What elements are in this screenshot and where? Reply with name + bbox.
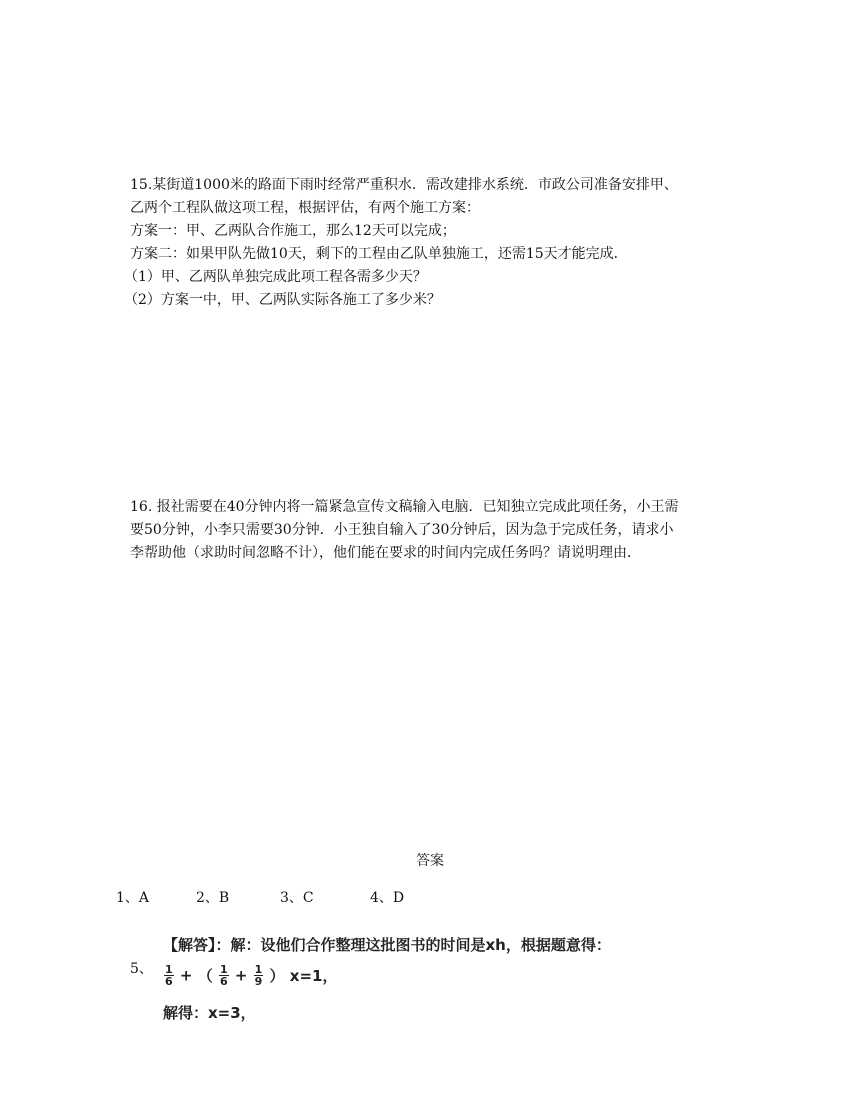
answer-5-number: 5、 [130,961,153,977]
solution-line-3: 解得：x=3， [163,1004,256,1022]
answer-4: 4、D [370,890,405,906]
eq-rest: ） x=1， [269,967,338,985]
answer-3: 3、C [280,890,314,906]
q15-line-4: 方案二：如果甲队先做10天，剩下的工程由乙队单独施工，还需15天才能完成． [130,246,628,262]
solution-equation [163,964,337,987]
q15-line-1: 15.某街道1000米的路面下雨时经常严重积水．需改建排水系统．市政公司准备安排甲、 [130,177,678,193]
fraction-one-sixth-2: $\frac{1}{6}$ [219,963,228,988]
q15-line-6: （2）方案一中，甲、乙两队实际各施工了多少米？ [124,292,441,308]
q15-line-3: 方案一：甲、乙两队合作施工，那么12天可以完成； [130,223,456,239]
q16-line-1: 16. 报社需要在40分钟内将一篇紧急宣传文稿输入电脑．已知独立完成此项任务，小王需 [130,499,679,515]
eq-plus-1: + [179,966,193,985]
eq-plus-2: + [234,966,248,985]
fraction-one-sixth: $\frac{1}{6}$ [165,963,173,988]
answer-1: 1、A [116,890,150,906]
fraction-one-ninth: $\frac{1}{9}$ [254,963,263,988]
q16-line-2: 要50分钟，小李只需要30分钟．小王独自输入了30分钟后，因为急于完成任务，请求小 [130,522,674,538]
q16-line-3: 李帮助他（求助时间忽略不计），他们能在要求的时间内完成任务吗？请说明理由． [130,545,641,561]
answer-2: 2、B [196,890,230,906]
solution-line-1: 【解答】：解：设他们合作整理这批图书的时间是xh，根据题意得： [163,936,611,954]
q15-line-2: 乙两个工程队做这项工程，根据评估，有两个施工方案： [130,200,480,216]
answers-title: 答案 [416,853,444,869]
q15-line-5: （1）甲、乙两队单独完成此项工程各需多少天？ [124,269,427,285]
eq-left-paren: （ [197,967,213,985]
